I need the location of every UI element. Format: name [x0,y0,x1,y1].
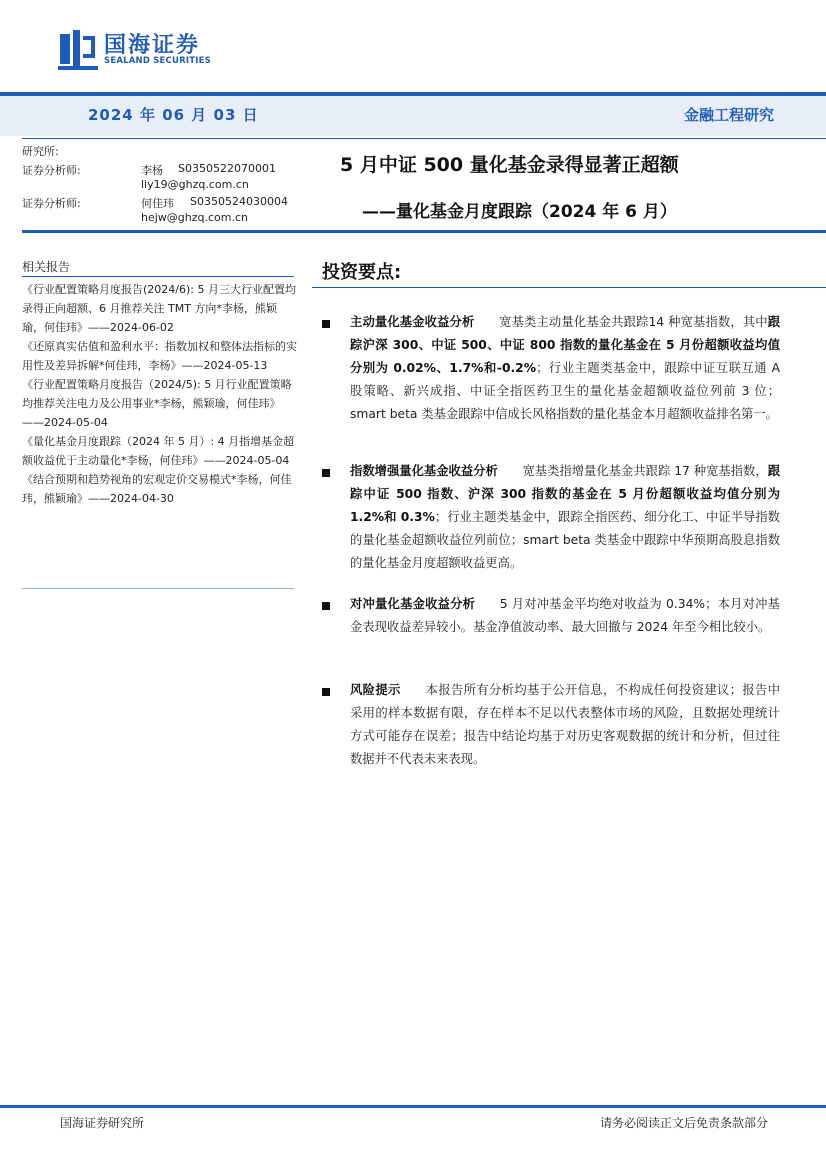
report-date: 2024 年 06 月 03 日 [88,106,259,124]
key-point-bold-text: 跟踪中证 500 指数、沪深 300 指数的基金在 5 月份超额收益均值分别为 1.2%和 0.3% [350,464,780,524]
analyst-email[interactable]: hejw@ghzq.com.cn [141,211,249,224]
analysts-section-label: 研究所: [22,145,59,158]
key-point-text: 宽基类指增量化基金共跟踪 17 种宽基指数， [522,464,768,478]
report-type: 金融工程研究 [683,106,774,124]
brand-logo [58,28,248,70]
key-point-bold-text: 跟踪沪深 300、中证 500、中证 800 指数的量化基金在 5 月份超额收益均值分别为 0.02%、1.7%和-0.2% [350,315,780,375]
key-points-divider [312,287,826,288]
bullet-square-icon [322,469,330,477]
key-point-text: 本报告所有分析均基于公开信息，不构成任何投资建议；报告中采用的样本数据有限，存在样本不足以代表整体市场的风险，且数据处理统计方式可能存在误差；报告中结论均基于对历史客观数据的统计和分析，但过往数据并不代表未来表现。 [350,683,780,766]
related-reports-divider [22,276,294,277]
related-report-item[interactable]: 《结合预期和趋势视角的宏观定价交易模式*李杨，何佳玮，熊颖瑜》——2024-04-30 [22,473,292,505]
analyst-name: 李杨 [141,164,163,177]
key-point-paragraph [350,593,780,639]
analyst-role: 证券分析师: [22,197,81,210]
footer-divider [0,1105,826,1108]
related-report-item[interactable]: 《行业配置策略月度报告(2024/6): 5 月三大行业配置均录得正向超额、6 月推荐关注 TMT 方向*李杨，熊颖瑜，何佳玮》——2024-06-02 [22,283,296,334]
related-report-item[interactable]: 《还原真实估值和盈利水平：指数加权和整体法指标的实用性及差异拆解*何佳玮，李杨》——2024-05-13 [22,340,297,372]
footer-institute: 国海证券研究所 [60,1116,145,1130]
bullet-square-icon [322,320,330,328]
key-point-text: ；行业主题类基金中，跟踪全指医药、细分化工、中证半导指数的量化基金超额收益位列前位；smart beta 类基金中跟踪中华预期高股息指数的量化基金月度超额收益更高。 [350,510,780,570]
title-divider [22,230,826,233]
key-point-text: 5 月对冲基金平均绝对收益为 0.34%；本月对冲基金表现收益差异较小。基金净值波动率、最大回撤与 2024 年至今相比较小。 [350,597,780,634]
analyst-license: S0350524030004 [190,195,288,208]
analyst-name: 何佳玮 [141,197,174,210]
related-report-item[interactable]: 《行业配置策略月度报告（2024/5): 5 月行业配置策略均推荐关注电力及公用事业*李杨，熊颖瑜，何佳玮》——2024-05-04 [22,378,292,429]
bullet-square-icon [322,688,330,696]
related-reports-bottom-divider [22,588,294,589]
related-reports-title: 相关报告 [22,260,71,274]
key-points-title: 投资要点: [322,262,402,283]
key-point-text: ；行业主题类基金中，跟踪中证互联互通 A 股策略、新兴成指、中证全指医药卫生的量化基金超额收益位列前 3 位；smart beta 类基金跟踪中信成长风格指数的量化基金本月超额收益排名第一。 [350,361,780,421]
key-point-paragraph [350,460,780,575]
brand-name-cn: 国海证券 [104,33,201,58]
report-subtitle: ——量化基金月度跟踪（2024 年 6 月） [362,202,677,222]
key-point-paragraph [350,311,780,426]
related-report-item[interactable]: 《量化基金月度跟踪（2024 年 5 月）: 4 月指增基金超额收益优于主动量化*李杨，何佳玮》——2024-05-04 [22,435,295,467]
key-point-text: 宽基类主动量化基金共跟踪14 种宽基指数，其中 [499,315,768,329]
key-point-heading: 对冲量化基金收益分析 [350,597,476,611]
key-point-heading: 指数增强量化基金收益分析 [350,464,498,478]
related-reports-list [22,280,297,508]
key-point-paragraph [350,679,780,771]
key-point-heading: 主动量化基金收益分析 [350,315,475,329]
bullet-square-icon [322,602,330,610]
report-title: 5 月中证 500 量化基金录得显著正超额 [340,154,679,176]
analyst-role: 证券分析师: [22,164,81,177]
analyst-email[interactable]: liy19@ghzq.com.cn [141,178,249,191]
brand-name-en: SEALAND SECURITIES [104,56,211,66]
footer-disclaimer-note[interactable]: 请务必阅读正文后免责条款部分 [599,1116,768,1130]
header-divider [22,138,826,139]
logo-mark-icon [58,30,98,70]
key-point-heading: 风险提示 [350,683,401,697]
analyst-license: S0350522070001 [178,162,276,175]
